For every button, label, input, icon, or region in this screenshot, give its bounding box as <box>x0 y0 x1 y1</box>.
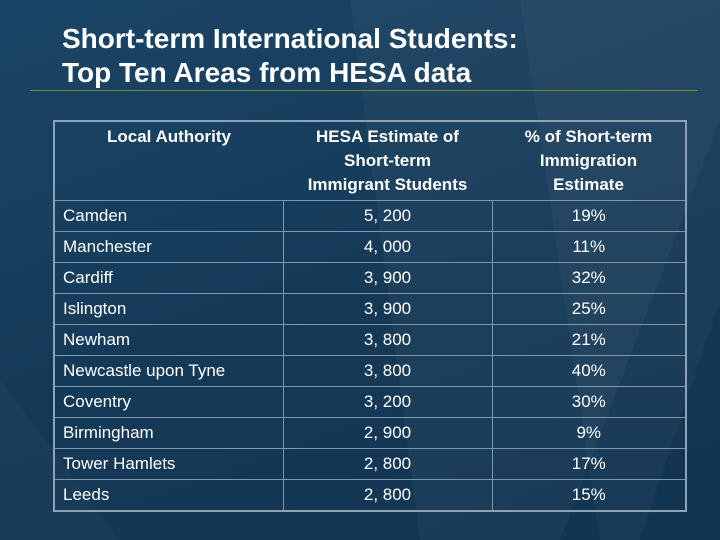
cell-percent-estimate: 17% <box>492 449 686 480</box>
cell-local-authority: Camden <box>54 201 283 232</box>
cell-local-authority: Manchester <box>54 232 283 263</box>
cell-hesa-estimate: 3, 800 <box>283 356 492 387</box>
cell-percent-estimate: 30% <box>492 387 686 418</box>
table-row <box>54 325 686 356</box>
cell-hesa-estimate: 2, 800 <box>283 480 492 512</box>
cell-hesa-estimate: 3, 800 <box>283 325 492 356</box>
cell-percent-estimate: 40% <box>492 356 686 387</box>
table-row <box>54 418 686 449</box>
header-line: Short-term <box>344 151 431 170</box>
table-row <box>54 480 686 512</box>
header-line: % of Short-term <box>524 127 653 146</box>
cell-hesa-estimate: 4, 000 <box>283 232 492 263</box>
header-line: HESA Estimate of <box>316 127 459 146</box>
table-row <box>54 294 686 325</box>
cell-percent-estimate: 32% <box>492 263 686 294</box>
title-line-2: Top Ten Areas from HESA data <box>62 57 472 88</box>
cell-local-authority: Tower Hamlets <box>54 449 283 480</box>
slide-title <box>62 22 518 90</box>
cell-local-authority: Newcastle upon Tyne <box>54 356 283 387</box>
cell-local-authority: Leeds <box>54 480 283 512</box>
header-hesa-estimate <box>283 121 492 201</box>
cell-local-authority: Coventry <box>54 387 283 418</box>
cell-local-authority: Birmingham <box>54 418 283 449</box>
cell-hesa-estimate: 3, 900 <box>283 294 492 325</box>
cell-hesa-estimate: 2, 800 <box>283 449 492 480</box>
cell-local-authority: Newham <box>54 325 283 356</box>
cell-percent-estimate: 25% <box>492 294 686 325</box>
cell-percent-estimate: 21% <box>492 325 686 356</box>
cell-hesa-estimate: 3, 200 <box>283 387 492 418</box>
header-line: Immigrant Students <box>307 175 468 194</box>
table-row <box>54 387 686 418</box>
cell-percent-estimate: 19% <box>492 201 686 232</box>
cell-percent-estimate: 9% <box>492 418 686 449</box>
header-row <box>54 121 686 201</box>
header-percent-estimate <box>492 121 686 201</box>
cell-hesa-estimate: 5, 200 <box>283 201 492 232</box>
table-row <box>54 263 686 294</box>
cell-hesa-estimate: 3, 900 <box>283 263 492 294</box>
title-divider <box>30 90 698 91</box>
header-line: Immigration <box>539 151 638 170</box>
cell-hesa-estimate: 2, 900 <box>283 418 492 449</box>
header-line: Local Authority <box>106 127 232 146</box>
cell-local-authority: Cardiff <box>54 263 283 294</box>
table-row <box>54 356 686 387</box>
cell-percent-estimate: 15% <box>492 480 686 512</box>
table-row <box>54 232 686 263</box>
title-line-1: Short-term International Students: <box>62 23 518 54</box>
cell-percent-estimate: 11% <box>492 232 686 263</box>
cell-local-authority: Islington <box>54 294 283 325</box>
header-line: Estimate <box>553 175 624 194</box>
table-row <box>54 201 686 232</box>
header-local-authority <box>54 121 283 201</box>
table-row <box>54 449 686 480</box>
students-table <box>53 120 687 512</box>
